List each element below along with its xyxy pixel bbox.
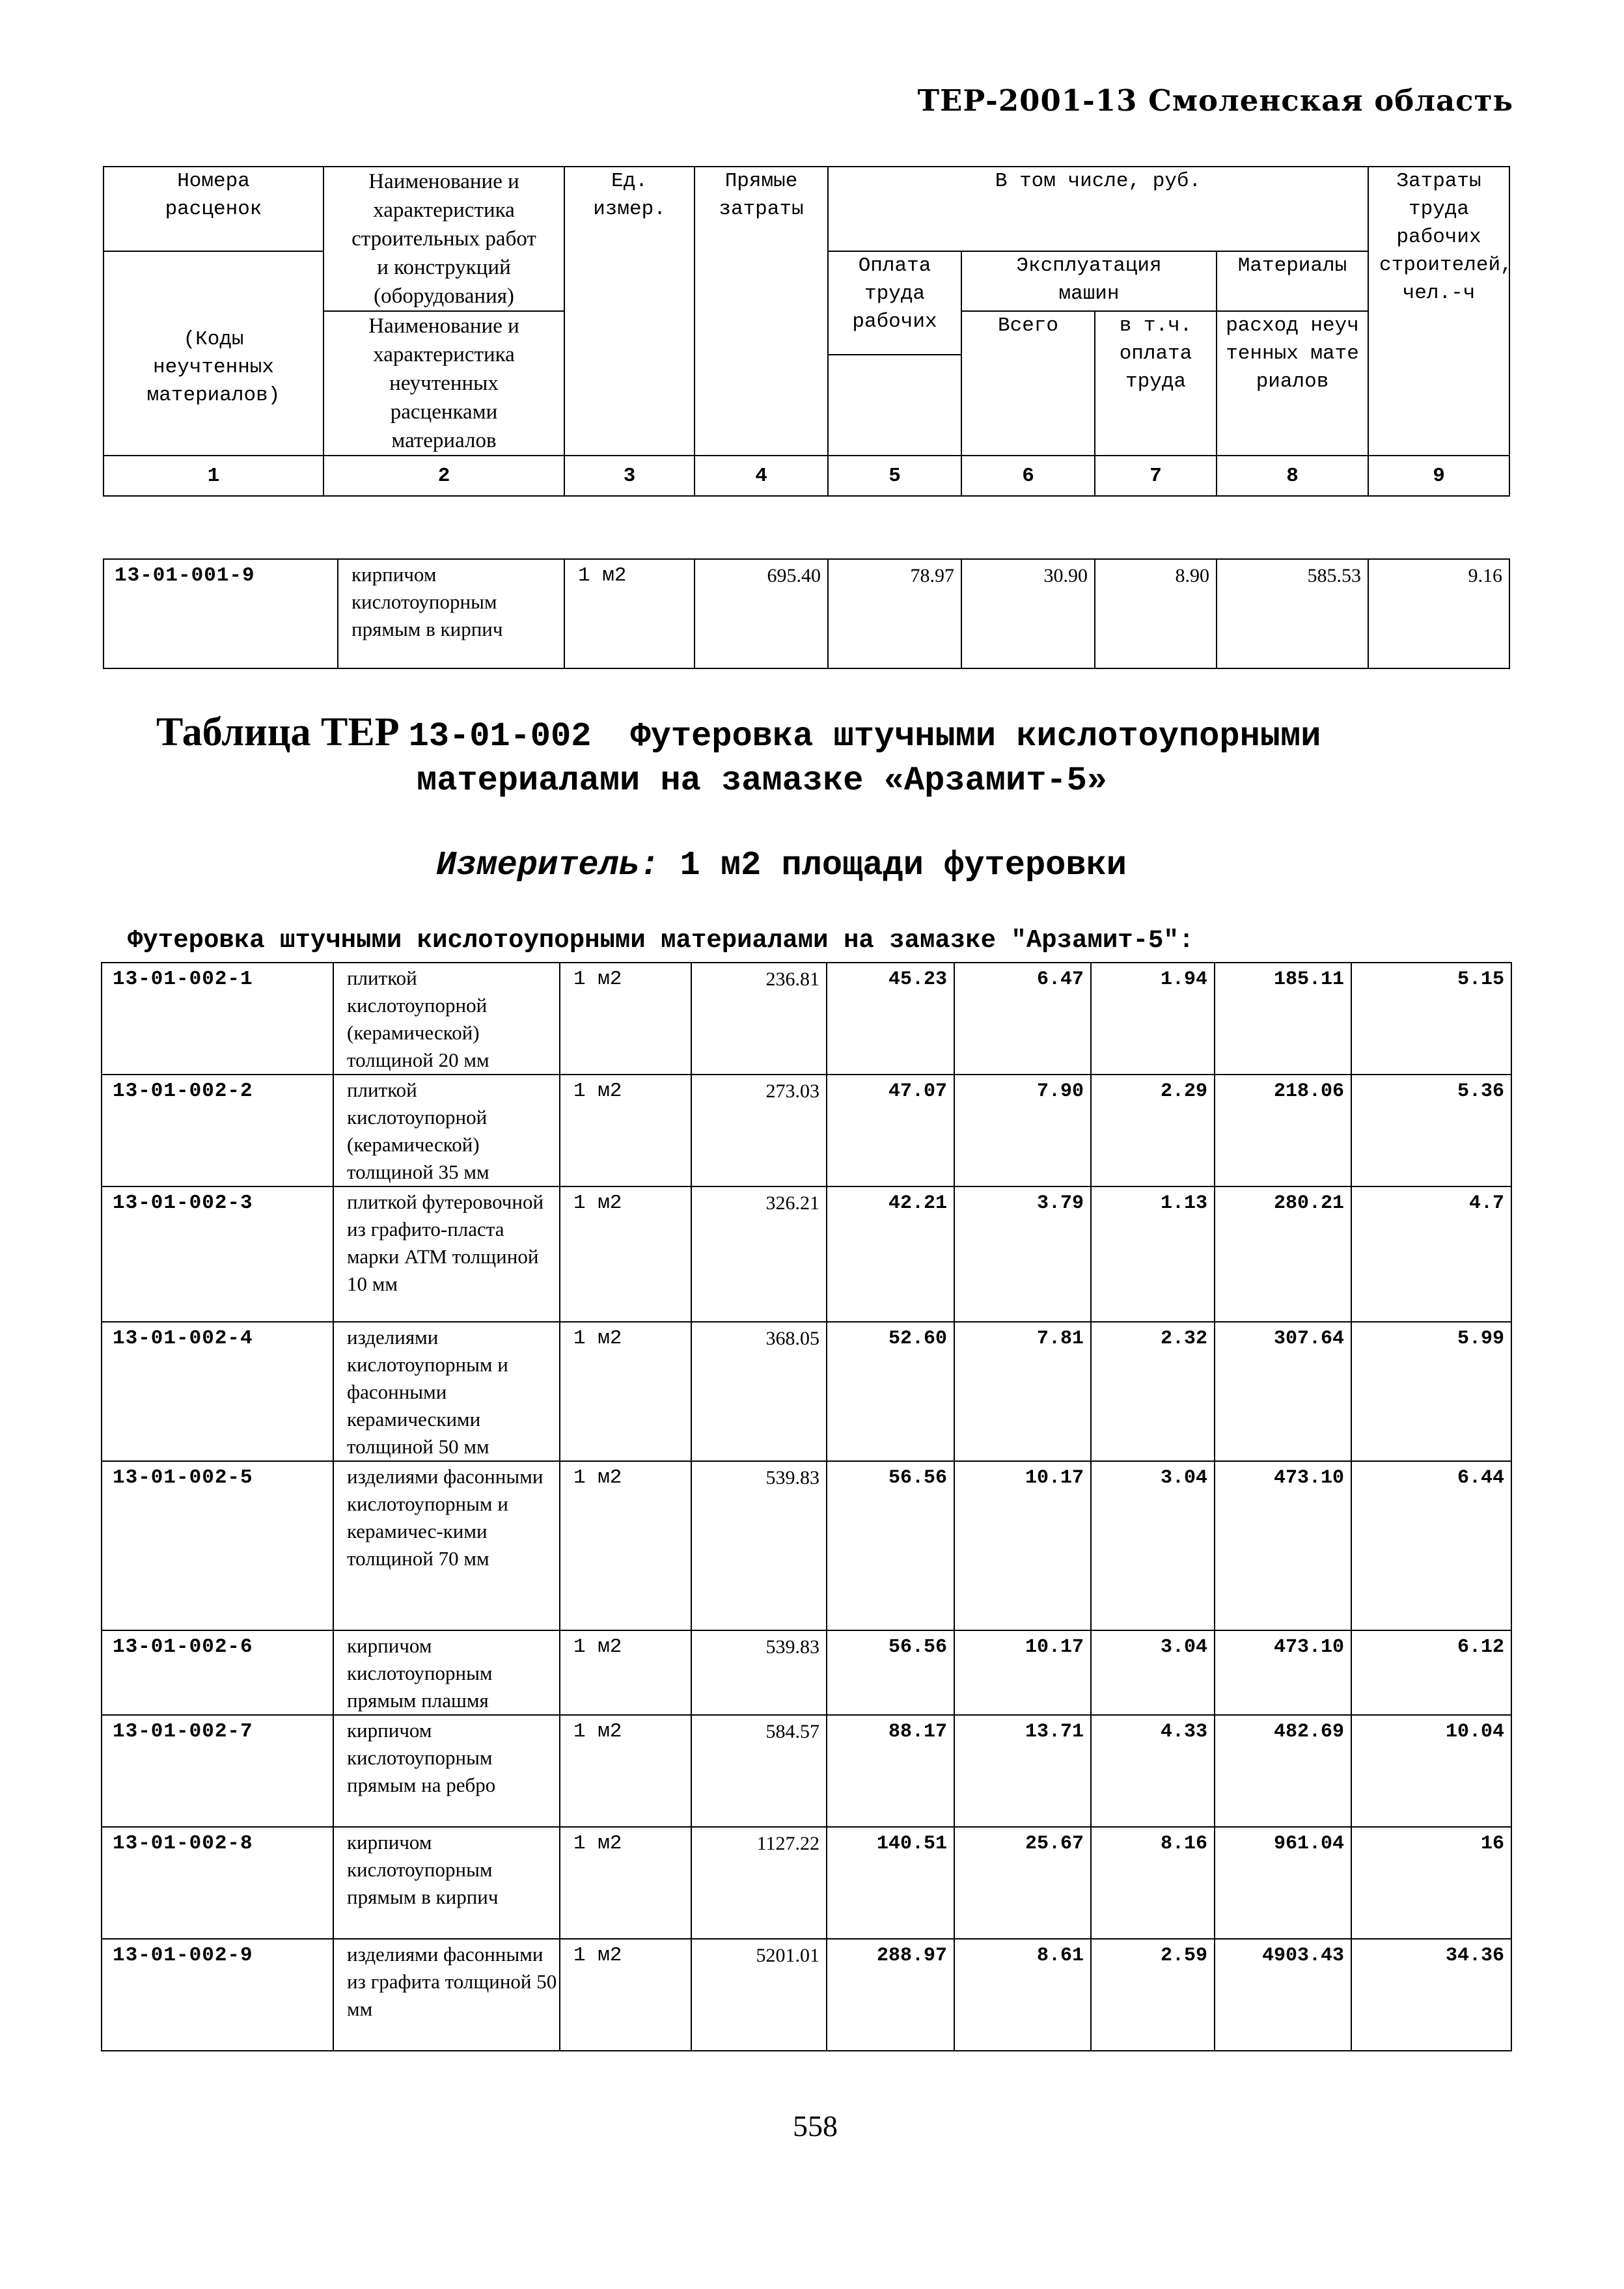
header-wages-spacer — [828, 355, 961, 456]
header-materials-sub: расход неучтенных материалов — [1217, 311, 1368, 456]
rates-table — [101, 962, 1512, 2051]
row-name: кирпичом кислотоупорным прямым плашмя — [333, 1630, 560, 1715]
row-materials: 585.53 — [1217, 559, 1368, 668]
row-materials: 961.04 — [1215, 1827, 1351, 1939]
document-header-title: ТЕР-2001-13 Смоленская область — [917, 83, 1513, 118]
col-num-4: 4 — [695, 456, 828, 496]
row-code: 13-01-002-1 — [102, 963, 333, 1075]
row-code: 13-01-002-4 — [102, 1322, 333, 1461]
row-labor: 9.16 — [1368, 559, 1509, 668]
row-mach-wages: 2.32 — [1091, 1322, 1215, 1461]
row-direct: 539.83 — [691, 1461, 827, 1630]
row-mach-total: 13.71 — [954, 1715, 1091, 1827]
row-name: кирпичом кислотоупорным прямым в кирпич — [333, 1827, 560, 1939]
row-mach-total: 7.90 — [954, 1075, 1091, 1186]
row-unit: 1 м2 — [560, 1630, 691, 1715]
row-materials: 473.10 — [1215, 1630, 1351, 1715]
row-name: изделиями кислотоупорным и фасонными керамическими толщиной 50 мм — [333, 1322, 560, 1461]
row-materials: 4903.43 — [1215, 1939, 1351, 2051]
row-labor: 5.99 — [1351, 1322, 1511, 1461]
row-mach-wages: 8.90 — [1095, 559, 1217, 668]
row-code: 13-01-002-5 — [102, 1461, 333, 1630]
row-mach-wages: 3.04 — [1091, 1461, 1215, 1630]
row-mach-wages: 4.33 — [1091, 1715, 1215, 1827]
row-labor: 5.15 — [1351, 963, 1511, 1075]
table-row — [102, 1630, 1511, 1715]
row-code: 13-01-002-3 — [102, 1186, 333, 1322]
row-name: плиткой футеровочной из графито-пласта марки АТМ толщиной 10 мм — [333, 1186, 560, 1322]
row-direct: 695.40 — [695, 559, 828, 668]
row-materials: 473.10 — [1215, 1461, 1351, 1630]
col-num-8: 8 — [1217, 456, 1368, 496]
header-name-sub: Наименование и характеристика неучтенных расценками материалов — [323, 311, 564, 456]
row-materials: 280.21 — [1215, 1186, 1351, 1322]
row-unit: 1 м2 — [560, 1322, 691, 1461]
row-unit: 1 м2 — [560, 1186, 691, 1322]
column-header-table — [103, 166, 1513, 497]
table-row — [102, 1322, 1511, 1461]
row-code: 13-01-002-7 — [102, 1715, 333, 1827]
col-num-5: 5 — [828, 456, 961, 496]
section-caption: Футеровка штучными кислотоупорными материалами на замазке "Арзамит-5": — [128, 926, 1194, 955]
row-code: 13-01-002-8 — [102, 1827, 333, 1939]
row-mach-total: 3.79 — [954, 1186, 1091, 1322]
row-mach-wages: 2.59 — [1091, 1939, 1215, 2051]
col-num-6: 6 — [961, 456, 1095, 496]
row-wages: 47.07 — [827, 1075, 954, 1186]
row-materials: 307.64 — [1215, 1322, 1351, 1461]
row-wages: 288.97 — [827, 1939, 954, 2051]
measure-value: 1 м2 площади футеровки — [680, 846, 1127, 884]
row-mach-wages: 2.29 — [1091, 1075, 1215, 1186]
header-materials: Материалы — [1217, 251, 1368, 311]
row-unit: 1 м2 — [560, 1461, 691, 1630]
row-direct: 5201.01 — [691, 1939, 827, 2051]
measure-label: Измеритель: — [436, 846, 660, 884]
row-name: изделиями фасонными из графита толщиной 50 мм — [333, 1939, 560, 2051]
row-mach-total: 30.90 — [961, 559, 1095, 668]
row-wages: 42.21 — [827, 1186, 954, 1322]
row-wages: 140.51 — [827, 1827, 954, 1939]
row-direct: 539.83 — [691, 1630, 827, 1715]
row-name: кирпичом кислотоупорным прямым на ребро — [333, 1715, 560, 1827]
row-materials: 218.06 — [1215, 1075, 1351, 1186]
table-title-text-line2: материалами на замазке «Арзамит-5» — [417, 761, 1107, 800]
row-mach-total: 10.17 — [954, 1461, 1091, 1630]
row-labor: 6.44 — [1351, 1461, 1511, 1630]
table-row — [102, 1461, 1511, 1630]
table-title — [156, 709, 1321, 756]
previous-table-row — [103, 558, 1510, 669]
header-unit: Ед. измер. — [564, 167, 695, 456]
row-name: плиткой кислотоупорной (керамической) толщиной 20 мм — [333, 963, 560, 1075]
table-title-code: 13-01-002 — [408, 717, 592, 756]
row-labor: 5.36 — [1351, 1075, 1511, 1186]
row-materials: 482.69 — [1215, 1715, 1351, 1827]
row-labor: 6.12 — [1351, 1630, 1511, 1715]
row-wages: 56.56 — [827, 1630, 954, 1715]
row-mach-wages: 8.16 — [1091, 1827, 1215, 1939]
row-labor: 34.36 — [1351, 1939, 1511, 2051]
page-number: 558 — [793, 2109, 838, 2143]
row-unit: 1 м2 — [564, 559, 695, 668]
table-row — [102, 963, 1511, 1075]
row-unit: 1 м2 — [560, 963, 691, 1075]
row-name: плиткой кислотоупорной (керамической) толщиной 35 мм — [333, 1075, 560, 1186]
row-mach-wages: 1.94 — [1091, 963, 1215, 1075]
table-row — [102, 1939, 1511, 2051]
row-code: 13-01-001-9 — [103, 559, 338, 668]
row-direct: 326.21 — [691, 1186, 827, 1322]
table-title-text-line1: Футеровка штучными кислотоупорными — [630, 717, 1321, 756]
row-wages: 52.60 — [827, 1322, 954, 1461]
header-labor: Затраты труда рабочих строителей, чел.-ч — [1368, 167, 1509, 456]
col-num-2: 2 — [323, 456, 564, 496]
row-wages: 45.23 — [827, 963, 954, 1075]
col-num-3: 3 — [564, 456, 695, 496]
table-row — [102, 1075, 1511, 1186]
row-unit: 1 м2 — [560, 1939, 691, 2051]
row-direct: 1127.22 — [691, 1827, 827, 1939]
row-mach-total: 6.47 — [954, 963, 1091, 1075]
table-row — [102, 1186, 1511, 1322]
row-labor: 10.04 — [1351, 1715, 1511, 1827]
row-unit: 1 м2 — [560, 1075, 691, 1186]
measure-line — [436, 846, 1127, 884]
header-machines-total: Всего — [961, 311, 1095, 456]
row-wages: 56.56 — [827, 1461, 954, 1630]
row-mach-total: 8.61 — [954, 1939, 1091, 2051]
header-name: Наименование и характеристика строительных работ и конструкций (оборудования) — [323, 167, 564, 311]
row-code: 13-01-002-6 — [102, 1630, 333, 1715]
row-mach-total: 10.17 — [954, 1630, 1091, 1715]
row-materials: 185.11 — [1215, 963, 1351, 1075]
row-labor: 4.7 — [1351, 1186, 1511, 1322]
row-mach-total: 7.81 — [954, 1322, 1091, 1461]
header-machines: Эксплуатация машин — [961, 251, 1217, 311]
row-code: 13-01-002-2 — [102, 1075, 333, 1186]
col-num-7: 7 — [1095, 456, 1217, 496]
col-num-9: 9 — [1368, 456, 1509, 496]
col-num-1: 1 — [103, 456, 323, 496]
row-code: 13-01-002-9 — [102, 1939, 333, 2051]
header-wages: Оплата труда рабочих — [828, 251, 961, 355]
row-name: кирпичом кислотоупорным прямым в кирпич — [338, 559, 564, 668]
row-wages: 88.17 — [827, 1715, 954, 1827]
header-direct: Прямые затраты — [695, 167, 828, 456]
row-wages: 78.97 — [828, 559, 961, 668]
row-mach-wages: 1.13 — [1091, 1186, 1215, 1322]
row-mach-total: 25.67 — [954, 1827, 1091, 1939]
row-direct: 273.03 — [691, 1075, 827, 1186]
row-unit: 1 м2 — [560, 1715, 691, 1827]
row-labor: 16 — [1351, 1827, 1511, 1939]
header-codes-sub: (Коды неучтенных материалов) — [103, 251, 323, 456]
row-direct: 368.05 — [691, 1322, 827, 1461]
header-incl: В том числе, руб. — [828, 167, 1368, 251]
row-direct: 236.81 — [691, 963, 827, 1075]
table-row — [102, 1827, 1511, 1939]
row-mach-wages: 3.04 — [1091, 1630, 1215, 1715]
header-codes: Номера расценок — [103, 167, 323, 251]
table-title-prefix: Таблица ТЕР — [156, 710, 400, 754]
row-unit: 1 м2 — [560, 1827, 691, 1939]
row-direct: 584.57 — [691, 1715, 827, 1827]
table-row — [102, 1715, 1511, 1827]
row-name: изделиями фасонными кислотоупорным и керамичес-кими толщиной 70 мм — [333, 1461, 560, 1630]
header-machines-wages: в т.ч. оплата труда — [1095, 311, 1217, 456]
